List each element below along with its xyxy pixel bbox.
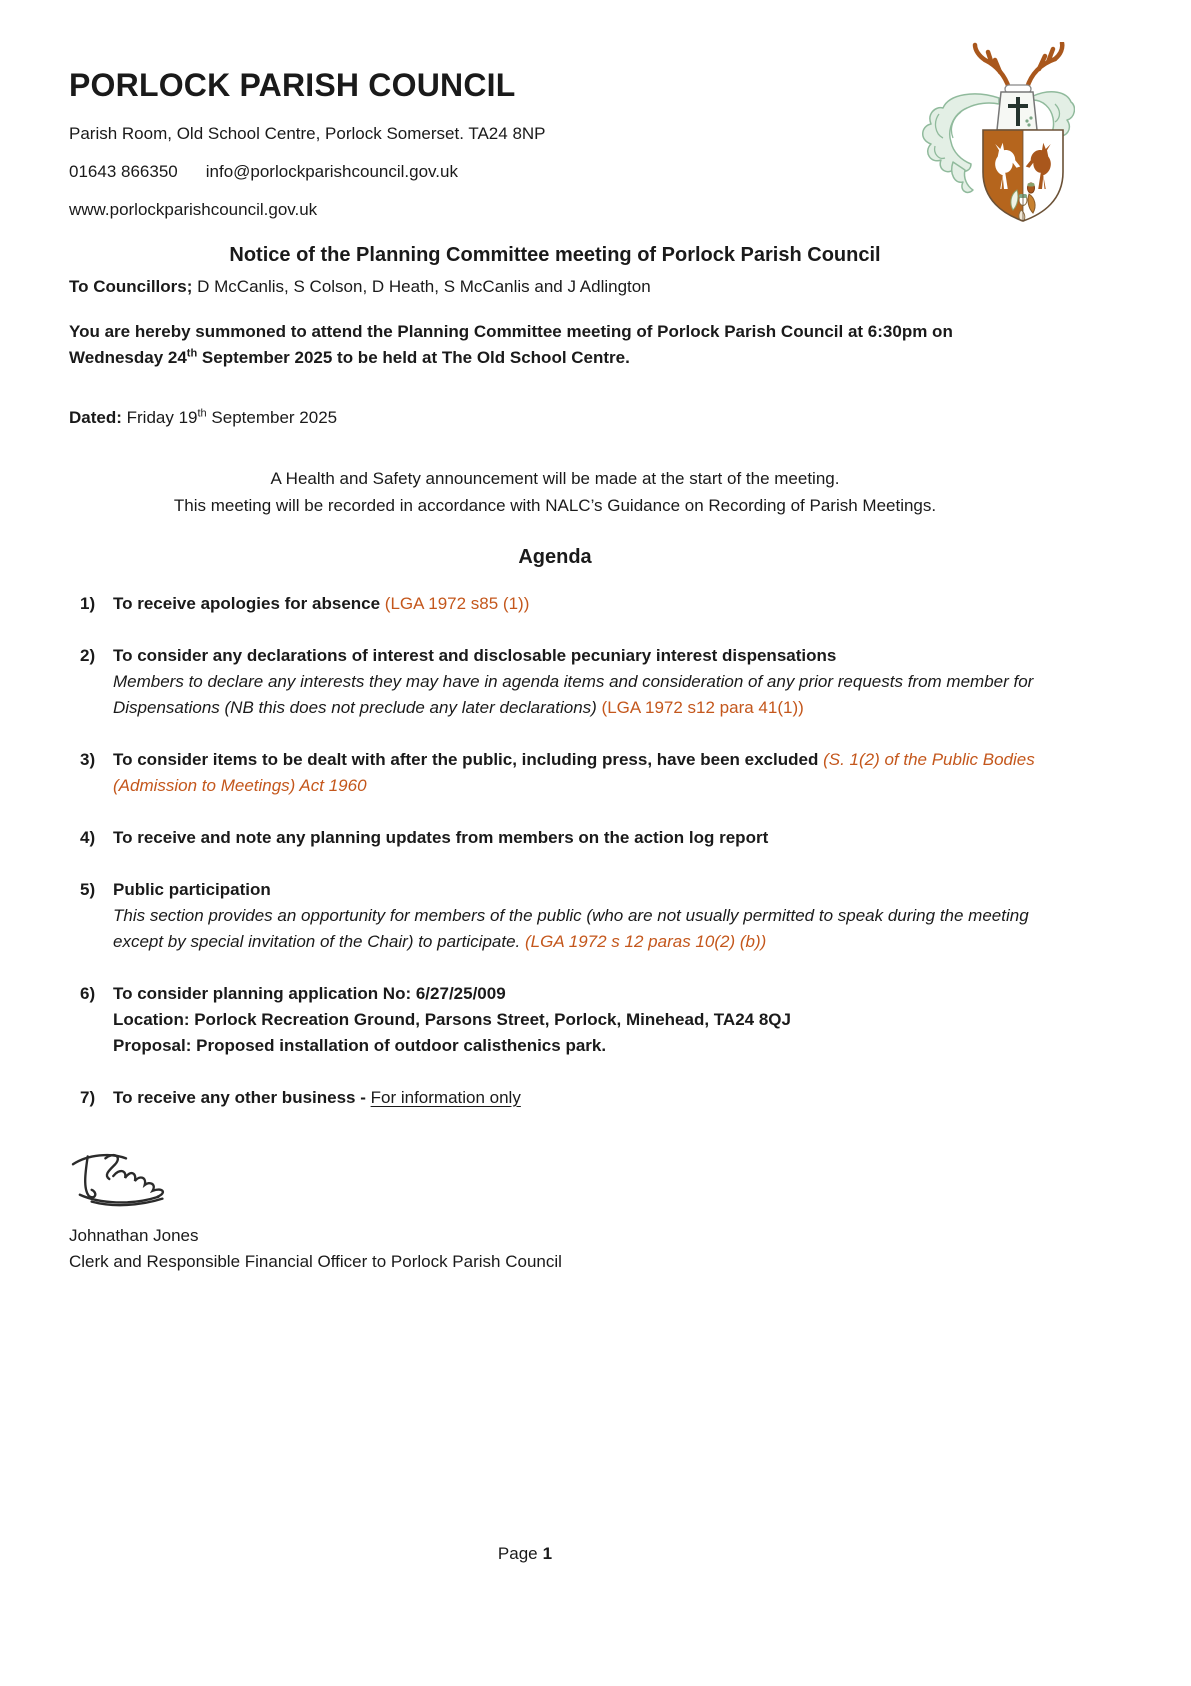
item-number: 4) bbox=[80, 828, 96, 847]
website-url: www.porlockparishcouncil.gov.uk bbox=[69, 200, 318, 219]
item-number: 6) bbox=[80, 984, 96, 1003]
item-description bbox=[113, 669, 1041, 721]
item-number: 7) bbox=[80, 1088, 96, 1107]
item-number: 5) bbox=[80, 880, 96, 899]
item-description bbox=[113, 903, 1041, 955]
agenda-item-4 bbox=[69, 825, 1041, 851]
item-number: 2) bbox=[80, 646, 96, 665]
for-information-note: For information only bbox=[370, 1088, 521, 1107]
document-header bbox=[69, 66, 1041, 219]
meeting-announcements bbox=[69, 465, 1041, 519]
agenda-item-6 bbox=[69, 981, 1041, 1059]
council-crest-logo bbox=[905, 42, 1075, 232]
agenda-item-5 bbox=[69, 877, 1041, 955]
ordinal-suffix: th bbox=[197, 407, 207, 420]
planning-application-number: To consider planning application No: 6/27/25/009 bbox=[113, 984, 506, 1003]
item-number: 3) bbox=[80, 750, 96, 769]
item-title: To consider items to be dealt with after the public, including press, have been excluded bbox=[113, 750, 824, 769]
item-title: To receive any other business - bbox=[113, 1088, 371, 1107]
contact-line bbox=[69, 162, 1041, 181]
summons-line-1: You are hereby summoned to attend the Planning Committee meeting of Porlock Parish Council at 6:30pm on bbox=[69, 322, 953, 341]
page-number: 1 bbox=[542, 1544, 553, 1563]
legal-reference: (S. 1(2) of the Public Bodies (Admission to Meetings) Act 1960 bbox=[113, 750, 1035, 795]
councillor-names: D McCanlis, S Colson, D Heath, S McCanlis and J Adlington bbox=[192, 277, 651, 296]
councillors-line bbox=[69, 275, 1041, 299]
planning-application-location: Location: Porlock Recreation Ground, Parsons Street, Porlock, Minehead, TA24 8QJ bbox=[113, 1010, 791, 1029]
item-title: Public participation bbox=[113, 880, 271, 899]
item-number: 1) bbox=[80, 594, 96, 613]
legal-reference: (LGA 1972 s12 para 41(1)) bbox=[601, 698, 804, 717]
dated-line bbox=[69, 405, 1041, 431]
legal-reference: (LGA 1972 s85 (1)) bbox=[384, 594, 530, 613]
page-label: Page bbox=[497, 1544, 538, 1563]
agenda-item-3 bbox=[69, 747, 1041, 799]
crest-helm bbox=[997, 92, 1037, 130]
agenda-item-7 bbox=[69, 1085, 1041, 1111]
address-line: Parish Room, Old School Centre, Porlock Somerset. TA24 8NP bbox=[69, 124, 546, 143]
to-councillors-label: To Councillors; bbox=[69, 277, 193, 296]
notice-title: Notice of the Planning Committee meeting of Porlock Parish Council bbox=[229, 244, 881, 266]
page-footer bbox=[69, 1544, 981, 1564]
agenda-item-1 bbox=[69, 591, 1041, 617]
dated-label: Dated: bbox=[69, 408, 122, 427]
phone-number: 01643 866350 bbox=[69, 162, 178, 181]
crest-antlers bbox=[975, 43, 1062, 88]
item-description-text: This section provides an opportunity for members of the public (who are not usually permitted to speak during the meeting except by special invitation of the Chair) to participate. bbox=[113, 906, 1029, 951]
signature-block bbox=[69, 1223, 1041, 1275]
email-address: info@porlockparishcouncil.gov.uk bbox=[205, 162, 458, 181]
agenda-heading: Agenda bbox=[518, 546, 592, 568]
item-description-text: Members to declare any interests they may have in agenda items and consideration of any prior requests from member for Dispensations (NB this does not preclude any later declarations) bbox=[113, 672, 1034, 717]
item-title: To consider any declarations of interest and disclosable pecuniary interest dispensations bbox=[113, 646, 837, 665]
crest-shield bbox=[983, 130, 1063, 221]
dated-value: Friday 19 bbox=[121, 408, 198, 427]
summons-line-2: Wednesday 24 bbox=[69, 348, 187, 367]
planning-application-proposal: Proposal: Proposed installation of outdoor calisthenics park. bbox=[113, 1036, 607, 1055]
dated-value-cont: September 2025 bbox=[206, 408, 338, 427]
summons-line-2-cont: September 2025 to be held at The Old School Centre. bbox=[197, 348, 630, 367]
health-safety-announcement: A Health and Safety announcement will be made at the start of the meeting. bbox=[270, 469, 840, 488]
summons-paragraph bbox=[69, 319, 1041, 371]
page-title: PORLOCK PARISH COUNCIL bbox=[69, 67, 516, 103]
clerk-name: Johnathan Jones bbox=[69, 1226, 199, 1245]
recording-announcement: This meeting will be recorded in accordance with NALC’s Guidance on Recording of Parish Meetings. bbox=[173, 496, 937, 515]
legal-reference: (LGA 1972 s 12 paras 10(2) (b)) bbox=[525, 932, 767, 951]
agenda-item-2 bbox=[69, 643, 1041, 721]
clerk-role: Clerk and Responsible Financial Officer to Porlock Parish Council bbox=[69, 1252, 562, 1271]
item-title: To receive and note any planning updates from members on the action log report bbox=[113, 828, 769, 847]
handwritten-signature bbox=[70, 1143, 188, 1217]
item-title: To receive apologies for absence bbox=[113, 594, 385, 613]
ordinal-suffix: th bbox=[186, 347, 198, 360]
agenda-list bbox=[69, 591, 1041, 1111]
